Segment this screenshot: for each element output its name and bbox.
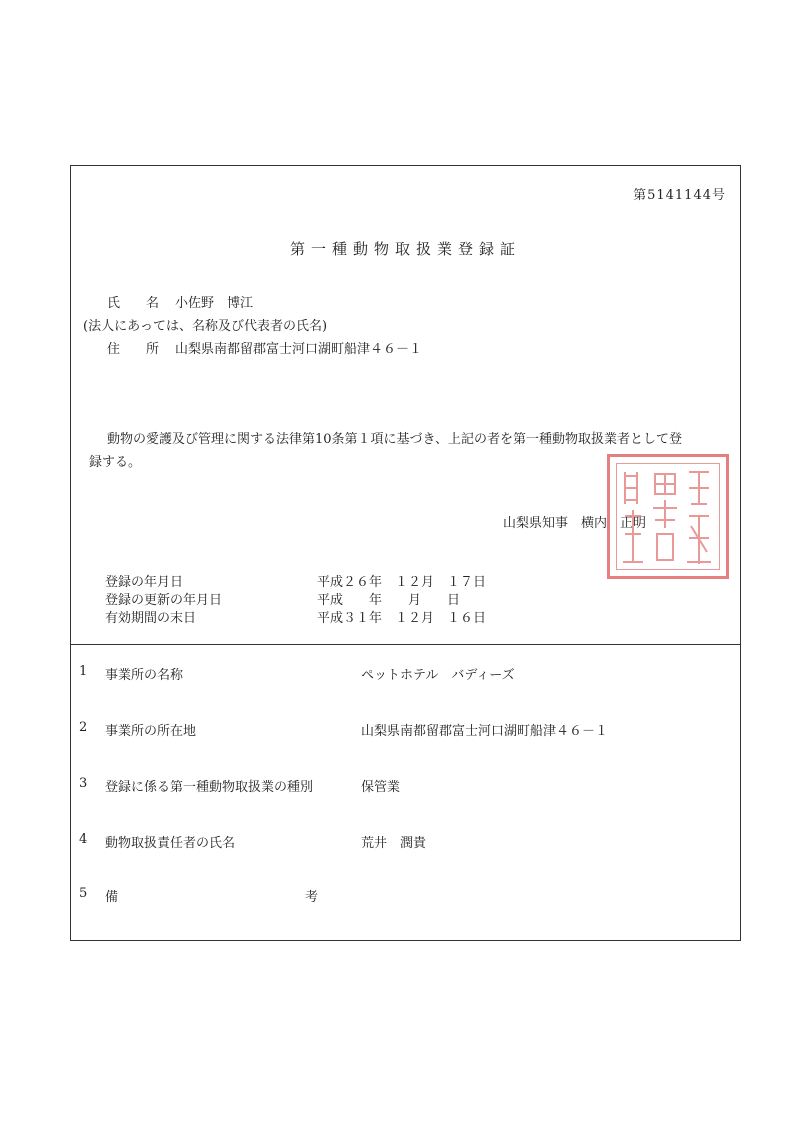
detail-number-4: 4 [79,832,88,847]
name-value: 小佐野 博江 [175,296,254,311]
detail-number-5: 5 [79,886,88,901]
detail-value-4: 荒井 潤貴 [361,836,427,851]
certificate-title: 第一種動物取扱業登録証 [289,240,521,258]
detail-label-4: 動物取扱責任者の氏名 [105,836,236,851]
address-value: 山梨県南都留郡富士河口湖町船津４６－１ [175,342,423,357]
address-label: 住 所 [107,342,160,357]
seal-glyphs [617,464,721,571]
date-value-registration: 平成２６年 １２月 １７日 [317,575,487,590]
date-label-renewal: 登録の更新の年月日 [105,593,223,608]
corporate-note: (法人にあっては、名称及び代表者の氏名) [83,319,328,334]
detail-number-2: 2 [79,720,88,735]
issuer: 山梨県知事 横内 正明 [503,516,647,531]
date-value-renewal: 平成 年 月 日 [317,593,461,608]
statement-line-1: 動物の愛護及び管理に関する法律第10条第１項に基づき、上記の者を第一種動物取扱業者として登 [107,432,683,447]
date-value-expiry: 平成３１年 １２月 １６日 [317,611,487,626]
section-divider [71,644,740,645]
detail-label-3: 登録に係る第一種動物取扱業の種別 [105,780,314,795]
date-label-expiry: 有効期間の末日 [105,611,197,626]
detail-label-1: 事業所の名称 [105,668,184,683]
detail-number-3: 3 [79,776,88,791]
detail-label-2: 事業所の所在地 [105,724,197,739]
name-label: 氏 名 [107,296,160,311]
statement-line-2: 録する。 [89,455,142,470]
detail-label-5: 備 [105,890,119,905]
detail-value-2: 山梨県南都留郡富士河口湖町船津４６－１ [361,724,609,739]
date-label-registration: 登録の年月日 [105,575,184,590]
detail-value-3: 保管業 [361,780,401,795]
certificate-frame [70,165,741,941]
detail-label-5-end: 考 [305,890,319,905]
detail-value-1: ペットホテル バディーズ [361,668,515,683]
official-seal-inner [616,463,720,570]
official-seal [607,454,729,579]
certificate-number: 第5141144号 [633,188,726,203]
detail-number-1: 1 [79,664,88,679]
